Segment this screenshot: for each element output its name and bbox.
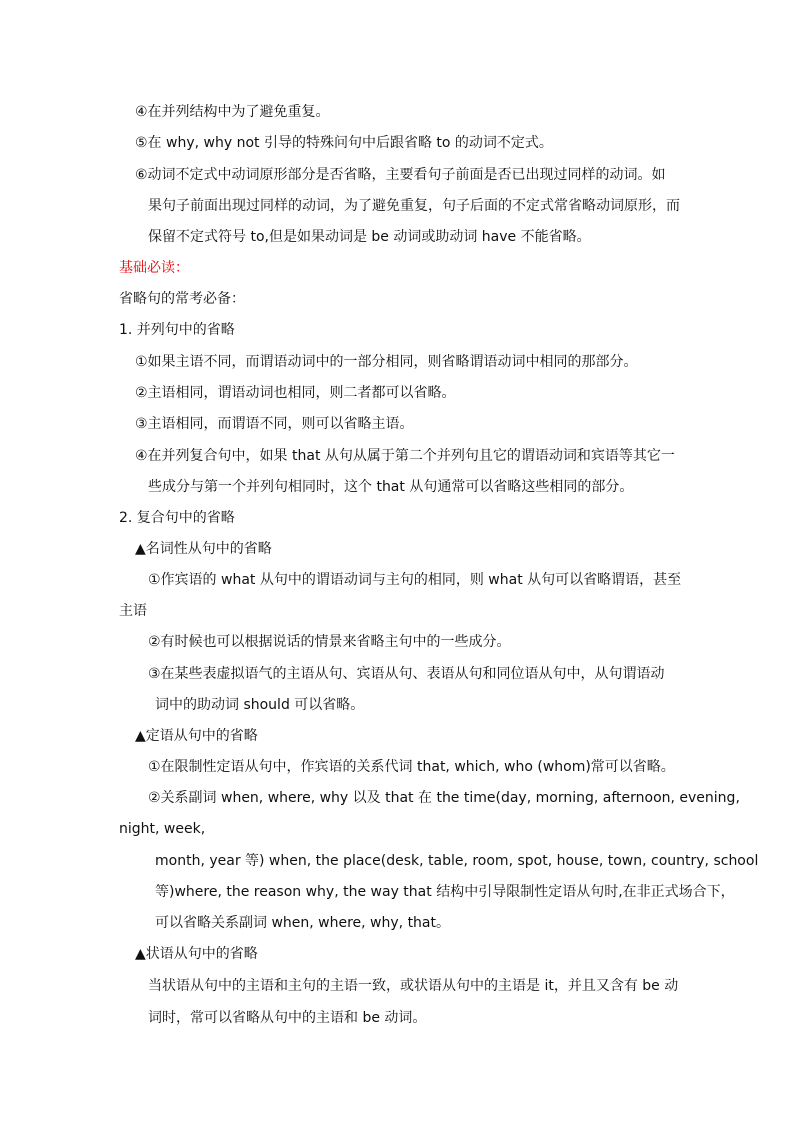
heading-2-complex-sentences: 2. 复合句中的省略 bbox=[119, 510, 235, 526]
nominal-point-1-line1: ①作宾语的 what 从句中的谓语动词与主句的相同，则 what 从句可以省略谓语，甚至 bbox=[148, 572, 682, 588]
rule-6-infinitive-line1: ⑥动词不定式中动词原形部分是否省略，主要看句子前面是否已出现过同样的动词。如 bbox=[135, 167, 666, 183]
rule-6-infinitive-line3: 保留不定式符号 to,但是如果动词是 be 动词或助动词 have 不能省略。 bbox=[148, 229, 591, 245]
attributive-point-2-line1: ②关系副词 when, where, why 以及 that 在 the time(day, morning, afternoon, evening, bbox=[148, 790, 740, 806]
subheading-nominal-clauses: ▲名词性从句中的省略 bbox=[135, 541, 272, 557]
subheading-adverbial-clauses: ▲状语从句中的省略 bbox=[135, 946, 258, 962]
point-1-1: ①如果主语不同，而谓语动词中的一部分相同，则省略谓语动词中相同的那部分。 bbox=[135, 354, 638, 370]
point-1-2: ②主语相同，谓语动词也相同，则二者都可以省略。 bbox=[135, 385, 456, 401]
point-1-4-line1: ④在并列复合句中，如果 that 从句从属于第二个并列句且它的谓语动词和宾语等其它一 bbox=[135, 448, 675, 464]
nominal-point-2: ②有时候也可以根据说话的情景来省略主句中的一些成分。 bbox=[148, 634, 511, 650]
nominal-point-1-line2: 主语 bbox=[119, 603, 147, 619]
subheading-attributive-clauses: ▲定语从句中的省略 bbox=[135, 728, 258, 744]
adverbial-point-line1: 当状语从句中的主语和主句的主语一致，或状语从句中的主语是 it，并且又含有 be 动 bbox=[148, 978, 679, 994]
attributive-point-1: ①在限制性定语从句中，作宾语的关系代词 that, which, who (whom)常可以省略。 bbox=[148, 759, 675, 775]
subheading-common-points: 省略句的常考必备： bbox=[119, 291, 245, 307]
point-1-3: ③主语相同，而谓语不同，则可以省略主语。 bbox=[135, 416, 414, 432]
attributive-point-2-line2: night, week, bbox=[119, 821, 206, 837]
rule-4-parallel-structure: ④在并列结构中为了避免重复。 bbox=[135, 104, 330, 120]
section-heading-basics: 基础必读： bbox=[119, 260, 189, 276]
point-1-4-line2: 些成分与第一个并列句相同时，这个 that 从句通常可以省略这些相同的部分。 bbox=[148, 479, 634, 495]
attributive-point-2-line4: 等)where, the reason why, the way that 结构中引导限制性定语从句时,在非正式场合下， bbox=[155, 884, 735, 900]
adverbial-point-line2: 词时，常可以省略从句中的主语和 be 动词。 bbox=[148, 1010, 427, 1026]
nominal-point-3-line2: 词中的助动词 should 可以省略。 bbox=[155, 697, 365, 713]
attributive-point-2-line5: 可以省略关系副词 when, where, why, that。 bbox=[155, 915, 450, 931]
rule-5-why-why-not: ⑤在 why, why not 引导的特殊问句中后跟省略 to 的动词不定式。 bbox=[135, 135, 553, 151]
heading-1-compound-sentences: 1. 并列句中的省略 bbox=[119, 322, 235, 338]
nominal-point-3-line1: ③在某些表虚拟语气的主语从句、宾语从句、表语从句和同位语从句中，从句谓语动 bbox=[148, 666, 665, 682]
attributive-point-2-line3: month, year 等) when, the place(desk, table, room, spot, house, town, country, school bbox=[155, 853, 759, 869]
rule-6-infinitive-line2: 果句子前面出现过同样的动词，为了避免重复，句子后面的不定式常省略动词原形，而 bbox=[148, 198, 680, 214]
